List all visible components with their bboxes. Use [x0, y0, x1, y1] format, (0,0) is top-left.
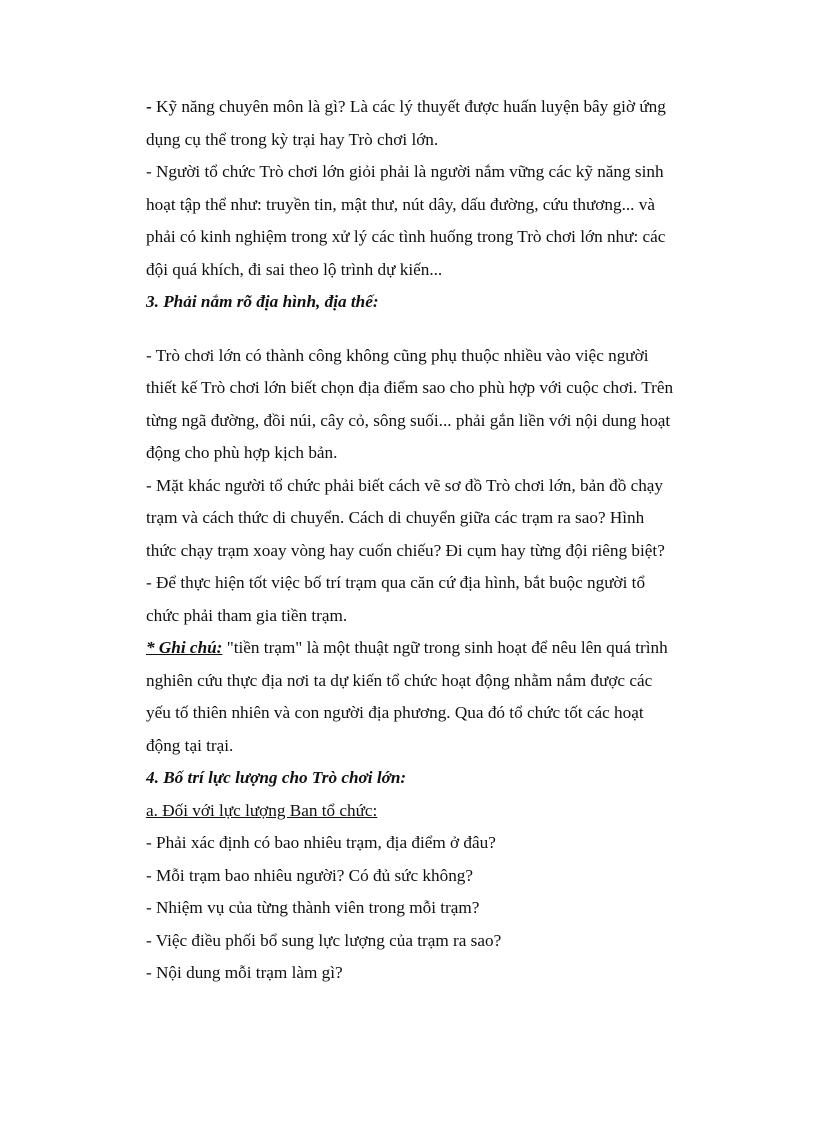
- paragraph-advance-survey: - Để thực hiện tốt việc bố trí trạm qua căn cứ địa hình, bắt buộc người tổ chức phải tham gia tiền trạm.: [146, 573, 646, 625]
- paragraph-map-drawing: - Mặt khác người tổ chức phải biết cách vẽ sơ đồ Trò chơi lớn, bản đồ chạy trạm và cách thức di chuyển. Cách di chuyển giữa các trạm ra sao? Hình thức chạy trạm xoay vòng hay cuốn chiếu? Đi cụm hay từng đội riêng biệt?: [146, 475, 665, 560]
- section-heading-forces: 4. Bố trí lực lượng cho Trò chơi lớn:: [146, 768, 407, 787]
- document-body: [146, 91, 676, 990]
- list-item: - Nhiệm vụ của từng thành viên trong mỗi trạm?: [146, 898, 480, 917]
- paragraph-dash: -: [146, 97, 152, 116]
- list-item: - Nội dung mỗi trạm làm gì?: [146, 963, 343, 982]
- paragraph-professional-skills: [146, 91, 676, 156]
- blank-line: [146, 319, 676, 340]
- list-item: - Việc điều phối bổ sung lực lượng của trạm ra sao?: [146, 930, 502, 950]
- note-text: "tiền trạm" là một thuật ngữ trong sinh hoạt để nêu lên quá trình nghiên cứu thực địa nơi ta dự kiến tổ chức hoạt động nhằm nắm được các yếu tố thiên nhiên và con người địa phương. Qua đó tổ chức tốt các hoạt động tại trại.: [146, 638, 668, 755]
- subheading-organizing-committee: a. Đối với lực lượng Ban tổ chức:: [146, 800, 378, 820]
- paragraph-organizer-skills: - Người tổ chức Trò chơi lớn giỏi phải là người nắm vững các kỹ năng sinh hoạt tập thể như: truyền tin, mật thư, nút dây, dấu đường, cứu thương... và phải có kinh nghiệm trong xử lý các tình huống trong Trò chơi lớn như: các đội quá khích, đi sai theo lộ trình dự kiến...: [146, 162, 666, 279]
- list-item: - Mỗi trạm bao nhiêu người? Có đủ sức không?: [146, 865, 474, 885]
- list-item: - Phải xác định có bao nhiêu trạm, địa điểm ở đâu?: [146, 833, 496, 852]
- paragraph-location-choice: - Trò chơi lớn có thành công không cũng phụ thuộc nhiều vào việc người thiết kế Trò chơi lớn biết chọn địa điểm sao cho phù hợp với cuộc chơi. Trên từng ngã đường, đồi núi, cây cỏ, sông suối... phải gắn liền với nội dung hoạt động cho phù hợp kịch bản.: [146, 345, 674, 462]
- note-paragraph: [146, 632, 676, 762]
- note-label: * Ghi chú:: [146, 638, 223, 657]
- paragraph-text: Kỹ năng chuyên môn là gì? Là các lý thuyết được huấn luyện bây giờ ứng dụng cụ thể trong kỳ trại hay Trò chơi lớn.: [146, 97, 666, 149]
- section-heading-terrain: 3. Phải nắm rõ địa hình, địa thế:: [146, 292, 379, 311]
